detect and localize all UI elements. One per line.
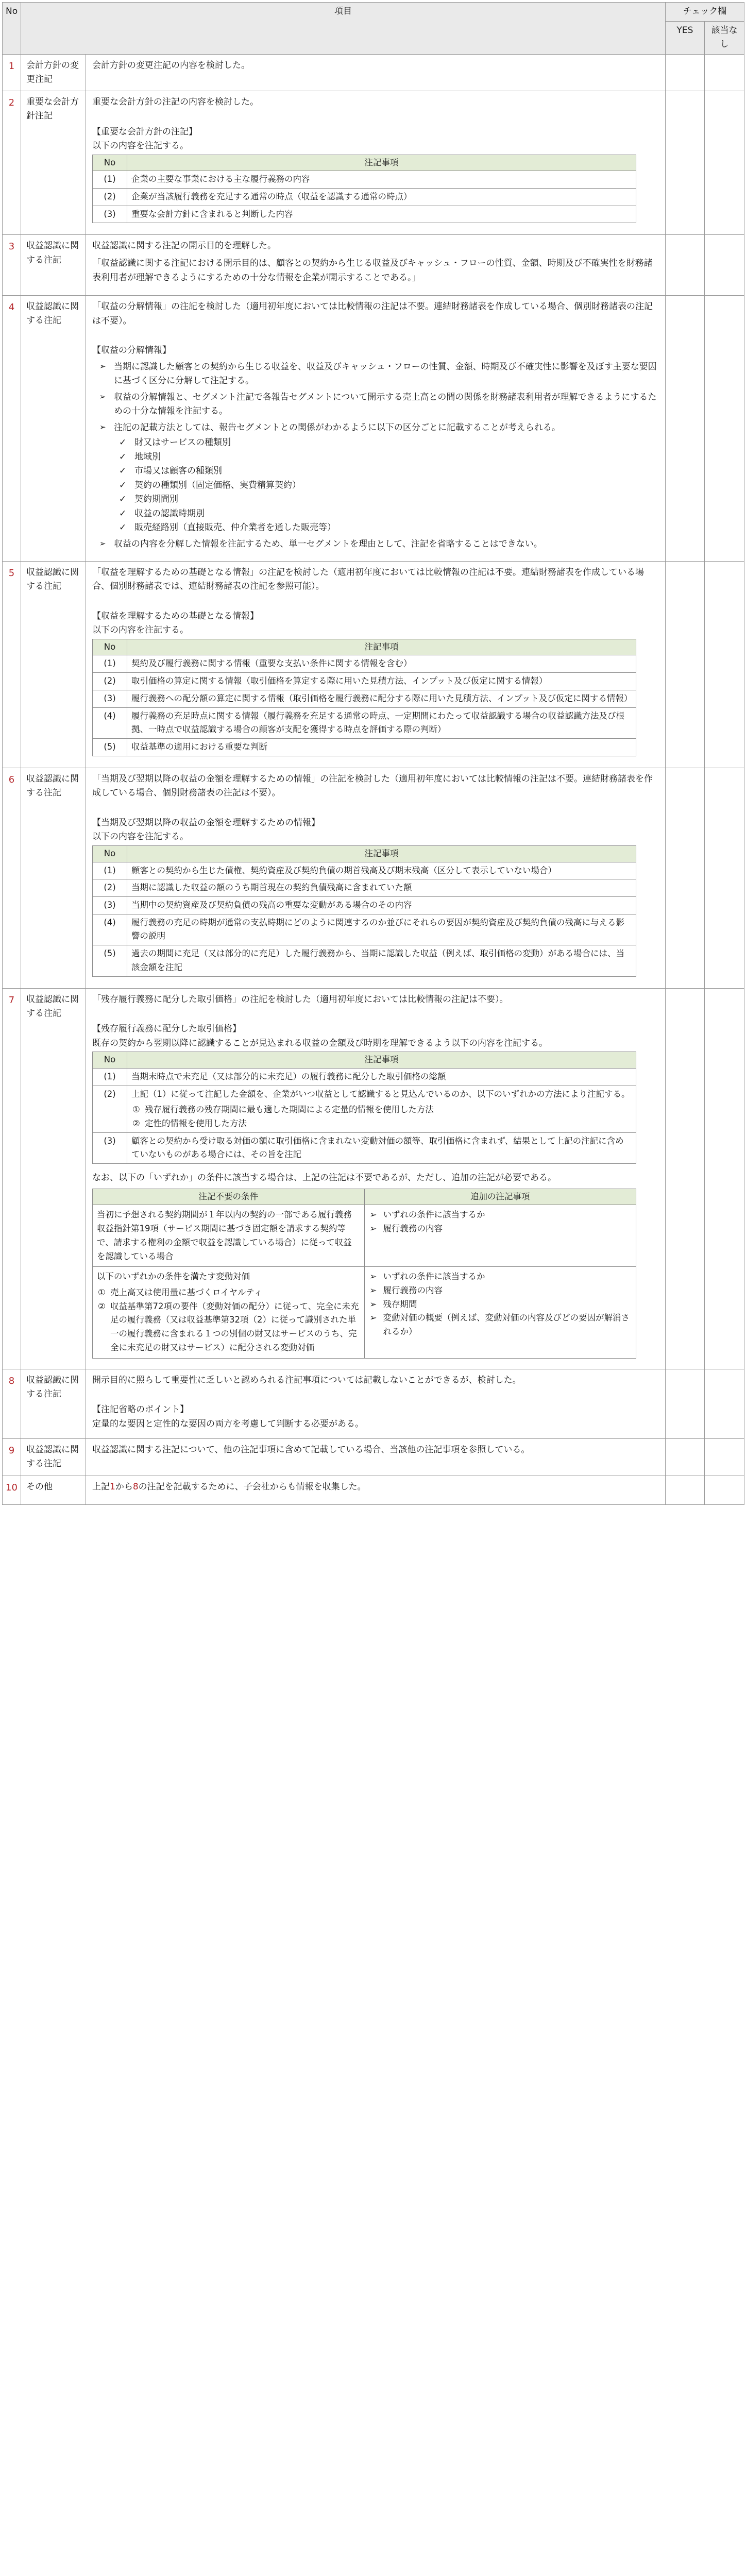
row-text: 「収益を理解するための基礎となる情報」の注記を検討した（適用初年度においては比較情報の注記は不要。連結財務諸表を作成している場合、個別財務諸表では、連結財務諸表の注記を参照可能）。: [92, 567, 644, 592]
table-row: [3, 296, 744, 562]
text-part: から: [115, 1481, 133, 1492]
item-no: (1): [93, 1068, 127, 1086]
list-item-text: 契約期間別: [134, 494, 178, 505]
item-no: (2): [93, 879, 127, 897]
table-row: [3, 768, 744, 988]
circled-1-icon: ①: [132, 1105, 140, 1115]
na-check-cell[interactable]: [705, 1369, 744, 1439]
list-item-text: 履行義務の内容: [383, 1224, 443, 1234]
col-no: No: [93, 1052, 127, 1069]
section-heading: 【注記省略のポイント】: [92, 1404, 189, 1415]
row-category: 収益認識に関する注記: [21, 1439, 86, 1476]
row-content: [86, 91, 666, 234]
circled-1-icon: ①: [98, 1287, 106, 1298]
table-row: [3, 561, 744, 768]
item-no: (3): [93, 896, 127, 914]
na-check-cell[interactable]: [705, 296, 744, 562]
row-category: 収益認識に関する注記: [21, 988, 86, 1369]
text-part: の注記を記載するために、子会社からも情報を収集した。: [138, 1481, 366, 1492]
item-no: (5): [93, 945, 127, 976]
list-item: [369, 1208, 632, 1222]
item-text: 過去の期間に充足（又は部分的に充足）した履行義務から、当期に認識した収益（例えば、取引価格の変動）がある場合には、当該金額を注記: [127, 945, 636, 976]
circled-2-icon: ②: [98, 1301, 106, 1311]
list-item: [118, 464, 659, 479]
row-number: 10: [3, 1476, 21, 1505]
row-category: 収益認識に関する注記: [21, 1369, 86, 1439]
arrow-bullet-icon: ➢: [99, 422, 106, 432]
row-number: 9: [3, 1439, 21, 1476]
list-item: [118, 436, 659, 450]
item-no: (3): [93, 1132, 127, 1163]
list-item: [369, 1284, 632, 1298]
list-item-text: 財又はサービスの種類別: [134, 437, 231, 448]
row-content: [86, 235, 666, 296]
row-number: 4: [3, 296, 21, 562]
list-item-text: 当期に認識した顧客との契約から生じる収益を、収益及びキャッシュ・フローの性質、金額、時期及び不確実性に影響を及ぼす主要な要因に基づく区分に分解して注記する。: [114, 361, 657, 386]
check-mark-icon: ✓: [119, 437, 127, 448]
checklist-sheet: [2, 2, 744, 1505]
na-check-cell[interactable]: [705, 988, 744, 1369]
yes-check-cell[interactable]: [666, 988, 705, 1369]
item-text: 顧客との契約から生じた債権、契約資産及び契約負債の期首残高及び期末残高（区分して表示していない場合）: [127, 862, 636, 879]
row-category: 重要な会計方針注記: [21, 91, 86, 234]
row-reference-link[interactable]: 1: [110, 1481, 115, 1492]
list-item-text: 定性的情報を使用した方法: [145, 1118, 247, 1129]
row-reference-link[interactable]: 8: [132, 1481, 139, 1492]
col-item: 注記事項: [127, 1052, 636, 1069]
item-text: 当期中の契約資産及び契約負債の残高の重要な変動がある場合のその内容: [127, 896, 636, 914]
check-mark-icon: ✓: [119, 466, 127, 477]
list-item: [118, 507, 659, 521]
row-content: [86, 1369, 666, 1439]
row-text: 「残存履行義務に配分した取引価格」の注記を検討した（適用初年度においては比較情報の注記は不要）。: [92, 994, 508, 1005]
list-item: [97, 537, 659, 552]
list-item-text: いずれの条件に該当するか: [383, 1210, 485, 1220]
table-row: [3, 91, 744, 234]
yes-check-cell[interactable]: [666, 1369, 705, 1439]
item-no: (4): [93, 707, 127, 738]
item-no: (5): [93, 738, 127, 756]
row-content: [86, 768, 666, 988]
checklist-table: [2, 2, 744, 1505]
row-category: 収益認識に関する注記: [21, 235, 86, 296]
list-item-text: 販売経路別（直接販売、仲介業者を通した販売等）: [134, 522, 336, 533]
na-check-cell[interactable]: [705, 1476, 744, 1505]
item-text: 収益基準の適用における重要な判断: [127, 738, 636, 756]
list-item: [369, 1222, 632, 1236]
check-mark-icon: ✓: [119, 451, 127, 462]
row-content: [86, 561, 666, 768]
col-item: 注記事項: [127, 155, 636, 171]
na-check-cell[interactable]: [705, 91, 744, 234]
list-item-text: いずれの条件に該当するか: [383, 1272, 485, 1282]
row-category: 会計方針の変更注記: [21, 54, 86, 91]
list-item-text: 収益基準第72項の要件（変動対価の配分）に従って、完全に未充足の履行義務（又は収益基準第32項（2）に従って識別された単一の履行義務に含まれる１つの別個の財又はサービスのうち、完全に未充足の財又はサービス）に配分される変動対価: [110, 1301, 359, 1352]
section-heading: 【重要な会計方針の注記】: [92, 126, 197, 137]
row-text: [92, 1480, 659, 1495]
item-text: 履行義務への配分額の算定に関する情報（取引価格を履行義務に配分する際に用いた見積方法、インプット及び仮定に関する情報）: [127, 690, 636, 707]
yes-check-cell[interactable]: [666, 561, 705, 768]
list-item-text: 収益の分解情報と、セグメント注記で各報告セグメントについて開示する売上高との間の関係を財務諸表利用者が理解できるようにするための十分な情報を注記する。: [114, 392, 657, 417]
list-item: [118, 450, 659, 465]
circled-2-icon: ②: [132, 1118, 140, 1129]
list-item: [118, 479, 659, 493]
row-text: 重要な会計方針の注記の内容を検討した。: [92, 96, 259, 107]
list-item-text: 市場又は顧客の種類別: [134, 466, 222, 477]
na-check-cell[interactable]: [705, 561, 744, 768]
col-item: 注記事項: [127, 845, 636, 862]
item-text: 履行義務の充足時点に関する情報（履行義務を充足する通常の時点、一定期間にわたって収益認識する場合の収益認識方法及び根拠、一時点で収益認識する場合の顧客が支配を獲得する時点を評価する際の判断）: [127, 707, 636, 738]
row-content: [86, 1439, 666, 1476]
row-text: 収益認識に関する注記の開示目的を理解した。: [92, 241, 276, 251]
list-item-text: 収益の認識時期別: [134, 508, 205, 519]
table-row: [3, 1369, 744, 1439]
item-no: (4): [93, 914, 127, 945]
item-text: 契約及び履行義務に関する情報（重要な支払い条件に関する情報を含む）: [127, 655, 636, 673]
arrow-bullet-icon: ➢: [369, 1285, 377, 1296]
row-category: その他: [21, 1476, 86, 1505]
text-part: 上記: [92, 1481, 110, 1492]
row-text: 「収益の分解情報」の注記を検討した（適用初年度においては比較情報の注記は不要。連結財務諸表を作成している場合、個別財務諸表の注記は不要）。: [92, 301, 653, 326]
row-text: 「当期及び翌期以降の収益の金額を理解するための情報」の注記を検討した（適用初年度においては比較情報の注記は不要。連結財務諸表を作成している場合、個別財務諸表の注記は不要）。: [92, 773, 653, 799]
list-item: [97, 1300, 360, 1355]
arrow-bullet-icon: ➢: [369, 1224, 377, 1234]
row-content: [86, 296, 666, 562]
section-lead: 以下の内容を注記する。: [92, 832, 189, 842]
item-cell: [127, 1086, 636, 1132]
note-items-table: [92, 1052, 636, 1164]
additional-cell: [364, 1267, 636, 1358]
row-content: [86, 988, 666, 1369]
row-number: 2: [3, 91, 21, 234]
section-lead: 以下の内容を注記する。: [92, 625, 189, 636]
item-text: 上記（1）に従って注記した金額を、企業がいつ収益として認識すると見込んでいるのか、以下のいずれかの方法により注記する。: [131, 1089, 630, 1099]
condition-cell: [93, 1267, 365, 1358]
note-items-table: [92, 155, 636, 224]
exemption-table: [92, 1189, 636, 1359]
yes-check-cell[interactable]: [666, 296, 705, 562]
method-list: [131, 1103, 632, 1130]
check-mark-icon: ✓: [119, 508, 127, 519]
col-item: 注記事項: [127, 639, 636, 655]
check-mark-icon: ✓: [119, 494, 127, 505]
item-text: 企業の主要な事業における主な履行義務の内容: [127, 171, 636, 189]
arrow-bullet-icon: ➢: [369, 1299, 377, 1309]
table-row: [3, 54, 744, 91]
list-item: [131, 1117, 632, 1131]
item-text: 取引価格の算定に関する情報（取引価格を算定する際に用いた見積方法、インプット及び仮定に関する情報）: [127, 673, 636, 690]
row-number: 1: [3, 54, 21, 91]
yes-check-cell[interactable]: [666, 1476, 705, 1505]
na-check-cell[interactable]: [705, 768, 744, 988]
yes-check-cell[interactable]: [666, 54, 705, 91]
item-text: 当期に認識した収益の額のうち期首現在の契約負債残高に含まれていた額: [127, 879, 636, 897]
section-lead: 以下の内容を注記する。: [92, 141, 189, 151]
item-no: (2): [93, 1086, 127, 1132]
additional-cell: [364, 1205, 636, 1267]
row-text: 収益認識に関する注記について、他の注記事項に含めて記載している場合、当該他の注記事項を参照している。: [92, 1445, 530, 1455]
list-item: [97, 1286, 360, 1300]
item-no: (1): [93, 171, 127, 189]
yes-check-cell[interactable]: [666, 91, 705, 234]
col-additional: 追加の注記事項: [364, 1189, 636, 1205]
check-mark-icon: ✓: [119, 480, 127, 490]
section-heading: 【収益を理解するための基礎となる情報】: [92, 611, 259, 621]
list-item-text: 残存履行義務の残存期間に最も適した期間による定量的情報を使用した方法: [145, 1105, 434, 1115]
note-items-table: [92, 845, 636, 977]
check-mark-icon: ✓: [119, 522, 127, 533]
header-na: 該当なし: [705, 21, 744, 54]
na-check-cell[interactable]: [705, 1439, 744, 1476]
row-content: [86, 1476, 666, 1505]
arrow-bullet-icon: ➢: [99, 392, 106, 401]
section-heading: 【当期及び翌期以降の収益の金額を理解するための情報】: [92, 817, 320, 828]
section-text: 定量的な要因と定性的な要因の両方を考慮して判断する必要がある。: [92, 1418, 364, 1429]
col-no: No: [93, 155, 127, 171]
row-number: 6: [3, 768, 21, 988]
row-number: 8: [3, 1369, 21, 1439]
item-text: 顧客との契約から受け取る対価の額に取引価格に含まれない変動対価の額等、取引価格に含まれず、結果として上記の注記に含めていないものがある場合には、その旨を注記: [127, 1132, 636, 1163]
yes-check-cell[interactable]: [666, 235, 705, 296]
section-heading: 【収益の分解情報】: [92, 345, 171, 356]
list-item: [118, 493, 659, 507]
list-item-text: 契約の種類別（固定価格、実費精算契約）: [134, 480, 301, 490]
list-item-text: 注記の記載方法としては、報告セグメントとの関係がわかるように以下の区分ごとに記載することが考えられる。: [114, 422, 561, 433]
arrow-bullet-icon: ➢: [369, 1272, 377, 1282]
section-heading: 【残存履行義務に配分した取引価格】: [92, 1024, 241, 1035]
condition-text: 当初に予想される契約期間が１年以内の契約の一部である履行義務: [97, 1210, 352, 1220]
row-number: 3: [3, 235, 21, 296]
row-number: 5: [3, 561, 21, 768]
condition-note: なお、以下の「いずれか」の条件に該当する場合は、上記の注記は不要であるが、ただし、追加の注記が必要である。: [92, 1173, 556, 1183]
item-no: (1): [93, 862, 127, 879]
condition-text: 以下のいずれかの条件を満たす変動対価: [97, 1272, 250, 1282]
list-item-text: 売上高又は使用量に基づくロイヤルティ: [110, 1287, 263, 1298]
yes-check-cell[interactable]: [666, 768, 705, 988]
col-no: No: [93, 639, 127, 655]
quote-text: 「収益認識に関する注記における開示目的は、顧客との契約から生じる収益及びキャッシュ・フローの性質、金額、時期及び不確実性を財務諸表利用者が理解できるようにするための十分な情報を企業が開示することである。」: [92, 258, 653, 283]
list-item: [118, 521, 659, 535]
condition-cell: [93, 1205, 365, 1267]
arrow-bullet-icon: ➢: [369, 1313, 377, 1323]
arrow-bullet-icon: ➢: [99, 361, 106, 371]
list-item-text: 履行義務の内容: [383, 1285, 443, 1296]
note-items-table: [92, 639, 636, 756]
header-check: チェック欄: [666, 3, 744, 22]
list-item: [369, 1311, 632, 1338]
row-content: [86, 54, 666, 91]
item-text: 企業が当該履行義務を充足する通常の時点（収益を認識する通常の時点）: [127, 189, 636, 206]
item-no: (3): [93, 690, 127, 707]
row-text: 会計方針の変更注記の内容を検討した。: [92, 60, 250, 71]
item-no: (1): [93, 655, 127, 673]
list-item: [97, 360, 659, 388]
condition-text: 収益指針第19項（サービス期間に基づき固定額を請求する契約等で、請求する権利の金額で収益を認識している場合）に従って収益を認識している場合: [97, 1224, 352, 1261]
arrow-bullet-icon: ➢: [369, 1210, 377, 1220]
table-row: [3, 235, 744, 296]
item-no: (2): [93, 189, 127, 206]
list-item-text: 地域別: [134, 451, 161, 462]
row-text: 開示目的に照らして重要性に乏しいと認められる注記事項については記載しないことができるが、検討した。: [92, 1375, 521, 1385]
yes-check-cell[interactable]: [666, 1439, 705, 1476]
header-item: 項目: [21, 3, 666, 55]
row-category: 収益認識に関する注記: [21, 768, 86, 988]
na-check-cell[interactable]: [705, 54, 744, 91]
list-item: [97, 391, 659, 419]
list-item: [131, 1103, 632, 1117]
list-item: [369, 1270, 632, 1284]
item-no: (3): [93, 206, 127, 223]
list-item: [369, 1298, 632, 1312]
na-check-cell[interactable]: [705, 235, 744, 296]
table-row: [3, 988, 744, 1369]
list-item-text: 収益の内容を分解した情報を注記するため、単一セグメントを理由として、注記を省略することはできない。: [114, 539, 542, 549]
row-category: 収益認識に関する注記: [21, 561, 86, 768]
list-item-text: 変動対価の概要（例えば、変動対価の内容及びどの要因が解消されるか）: [383, 1313, 630, 1337]
section-lead: 既存の契約から翌期以降に認識することが見込まれる収益の金額及び時期を理解できるよう以下の内容を注記する。: [92, 1038, 548, 1048]
list-item: [97, 421, 659, 535]
item-text: 履行義務の充足の時期が通常の支払時期にどのように関連するのか並びにそれらの要因が契約資産及び契約負債の残高に与える影響の説明: [127, 914, 636, 945]
list-item-text: 残存期間: [383, 1299, 417, 1309]
table-row: [3, 1439, 744, 1476]
row-category: 収益認識に関する注記: [21, 296, 86, 562]
col-no: No: [93, 845, 127, 862]
item-no: (2): [93, 673, 127, 690]
row-number: 7: [3, 988, 21, 1369]
check-list: [118, 436, 659, 535]
table-row: [3, 1476, 744, 1505]
item-text: 当期末時点で未充足（又は部分的に未充足）の履行義務に配分した取引価格の総額: [127, 1068, 636, 1086]
item-text: 重要な会計方針に含まれると判断した内容: [127, 206, 636, 223]
bullet-list: [97, 360, 659, 552]
arrow-bullet-icon: ➢: [99, 539, 106, 548]
header-no: No: [3, 3, 21, 55]
header-yes: YES: [666, 21, 705, 54]
col-condition: 注記不要の条件: [93, 1189, 365, 1205]
